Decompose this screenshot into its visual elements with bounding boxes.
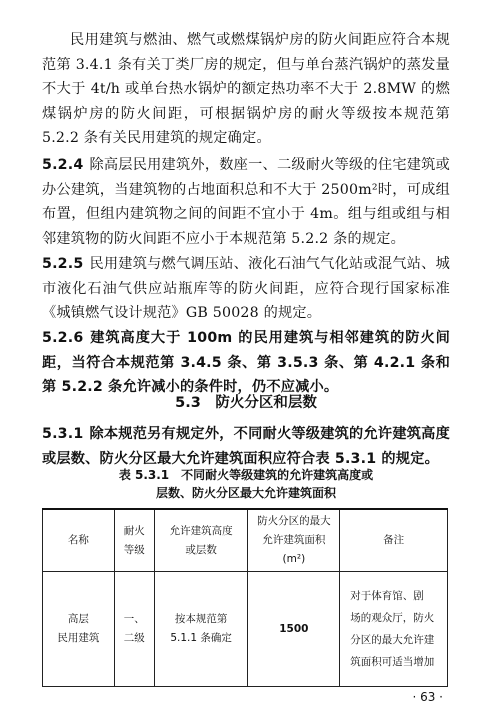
- header-max-area: 防火分区的最大 允许建筑面积(m²): [248, 509, 340, 572]
- table-row: [43, 572, 448, 687]
- clause-5-3-1: [42, 422, 450, 471]
- table-caption-line-1: 表 5.3.1 不同耐火等级建筑的允许建筑高度或: [118, 468, 374, 482]
- clause-text: 民用建筑与燃气调压站、液化石油气气化站或混气站、城市液化石油气供应站瓶库等的防火间距，应符合现行国家标准《城镇燃气设计规范》GB 50028 的规定。: [42, 256, 450, 321]
- page-number: · 63 ·: [412, 690, 443, 704]
- clause-text: 除高层民用建筑外，数座一、二级耐火等级的住宅建筑或办公建筑，当建筑物的占地面积总和不大于 2500m²时，可成组布置，但组内建筑物之间的间距不宜小于 4m。组与组或组与相邻建筑物的防火间距不应小于本规范第 5.2.2 条的规定。: [42, 157, 450, 247]
- header-name: 名称: [43, 509, 115, 572]
- header-note: 备注: [340, 509, 448, 572]
- clause-text: 建筑高度大于 100m 的民用建筑与相邻建筑的防火间距，当符合本规范第 3.4.5 条、第 3.5.3 条、第 4.2.1 条和第 5.2.2 条允许减小的条件时，仍不应减小。: [42, 330, 450, 395]
- clause-number: 5.2.5: [42, 256, 84, 272]
- header-allowed-height: 允许建筑高度 或层数: [154, 509, 248, 572]
- cell-name: 高层 民用建筑: [43, 572, 115, 687]
- clause-5-2-4: [42, 153, 450, 251]
- table-caption: [42, 466, 450, 502]
- cell-fire-grade: 一、 二级: [114, 572, 154, 687]
- section-title: 5.3 防火分区和层数: [175, 395, 317, 411]
- header-fire-grade: 耐火 等级: [114, 509, 154, 572]
- cell-note: 对于体育馆、剧 场的观众厅，防火 分区的最大允许建 筑面积可适当增加: [340, 572, 448, 687]
- clause-5-2-5: [42, 252, 450, 326]
- table-header-row: [43, 509, 448, 572]
- clause-text: 除本规范另有规定外，不同耐火等级建筑的允许建筑高度或层数、防火分区最大允许建筑面积应符合表 5.3.1 的规定。: [42, 426, 450, 467]
- cell-max-area: 1500: [248, 572, 340, 687]
- clause-number: 5.3.1: [42, 426, 84, 442]
- clause-number: 5.2.4: [42, 157, 84, 173]
- table-caption-line-2: 层数、防火分区最大允许建筑面积: [155, 486, 336, 500]
- clause-5-2-6: [42, 326, 450, 400]
- fire-compartment-table: [42, 508, 448, 687]
- cell-allowed-height: 按本规范第 5.1.1 条确定: [154, 572, 248, 687]
- paragraph-boiler-room-spacing: 民用建筑与燃油、燃气或燃煤锅炉房的防火间距应符合本规范第 3.4.1 条有关丁类厂房的规定，但与单台蒸汽锅炉的蒸发量不大于 4t/h 或单台热水锅炉的额定热功率不大于 2.8MW 的燃煤锅炉房的防火间距，可根据锅炉房的耐火等级按本规范第 5.2.2 条有关民用建筑的规定确定。: [42, 32, 450, 146]
- clause-number: 5.2.6: [42, 330, 84, 346]
